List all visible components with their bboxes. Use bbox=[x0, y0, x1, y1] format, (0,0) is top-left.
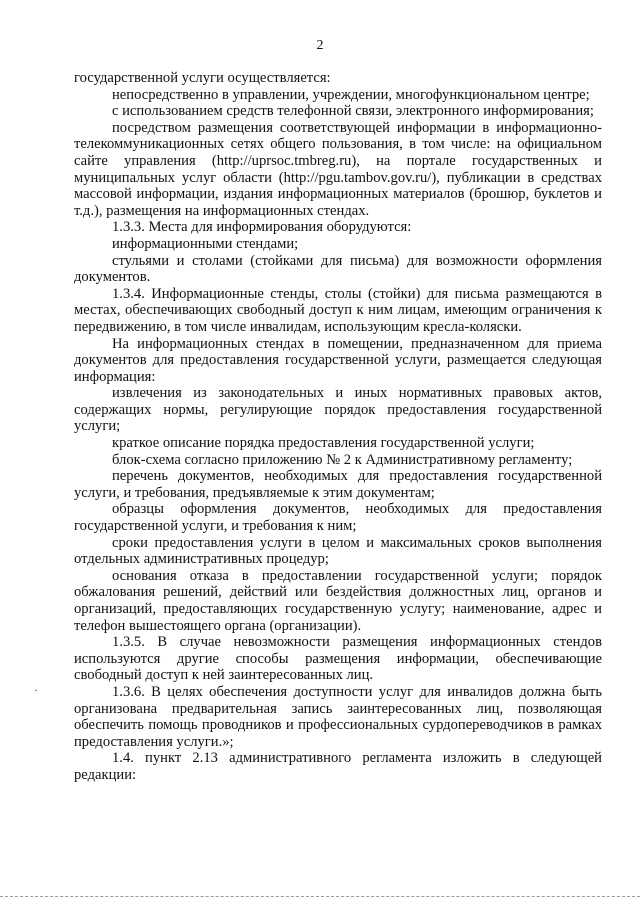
paragraph: блок-схема согласно приложению № 2 к Административному регламенту; bbox=[112, 451, 573, 468]
paragraph: непосредственно в управлении, учреждении, многофункциональном центре; bbox=[112, 86, 590, 103]
paragraph: 1.3.3. Места для информирования оборудуются: bbox=[112, 219, 412, 236]
paragraph: 1.4. пункт 2.13 административного регламента изложить в следующей редакции: bbox=[74, 750, 602, 783]
paragraph: краткое описание порядка предоставления государственной услуги; bbox=[112, 435, 535, 452]
paragraph: основания отказа в предоставлении государственной услуги; порядок обжалования решений, действий или бездействия должностных лиц, органов и организаций, предоставляющих государственную услугу; наименование, адрес и телефон вышестоящего органа (организации). bbox=[74, 567, 602, 634]
paragraph: извлечения из законодательных и иных нормативных правовых актов, содержащих нормы, регулирующие порядок предоставления государственной услуги; bbox=[74, 385, 602, 435]
paragraph: стульями и столами (стойками для письма) для возможности оформления документов. bbox=[74, 252, 602, 286]
paragraph: с использованием средств телефонной связи, электронного информирования; bbox=[112, 103, 594, 120]
paragraph: образцы оформления документов, необходимых для предоставления государственной услуги, и требования к ним; bbox=[74, 501, 602, 535]
paragraph: На информационных стендах в помещении, предназначенном для приема документов для предоставления государственной услуги, размещается следующая информация: bbox=[74, 335, 602, 385]
paragraph: государственной услуги осуществляется: bbox=[74, 70, 331, 86]
page-number: 2 bbox=[316, 38, 324, 53]
paragraph: посредством размещения соответствующей информации в информационно-телекоммуникационных сетях общего пользования, в том числе: на официальном сайте управления (http://uprsoc.tmbreg.ru), на портале государственных и муниципальных услуг области (http://pgu.tambov.gov.ru/), публикации в средствах массовой информации, издания информационных материалов (брошюр, буклетов и т.д.), размещения на информационных стендах. bbox=[74, 119, 602, 219]
paragraph: сроки предоставления услуги в целом и максимальных сроков выполнения отдельных административных процедур; bbox=[74, 534, 602, 568]
paragraph: перечень документов, необходимых для предоставления государственной услуги, и требования, предъявляемые к этим документам; bbox=[74, 468, 602, 501]
page-bottom-rule bbox=[0, 896, 640, 897]
paragraph: информационными стендами; bbox=[112, 235, 299, 252]
paragraph: 1.3.4. Информационные стенды, столы (стойки) для письма размещаются в местах, обеспечивающих свободный доступ к ним лицам, имеющим ограничения к передвижению, в том числе инвалидам, использующим кресла-коляски. bbox=[74, 285, 602, 335]
document-body bbox=[74, 70, 602, 784]
margin-tick-mark: · bbox=[34, 683, 38, 697]
paragraph: 1.3.5. В случае невозможности размещения информационных стендов используются другие способы размещения информации, обеспечивающие свободный доступ к ней заинтересованных лиц. bbox=[74, 634, 602, 684]
paragraph: 1.3.6. В целях обеспечения доступности услуг для инвалидов должна быть организована предварительная запись заинтересованных лиц, позволяющая обеспечить помощь проводников и профессиональных сурдопереводчиков в рамках предоставления услуги.»; bbox=[74, 683, 602, 750]
